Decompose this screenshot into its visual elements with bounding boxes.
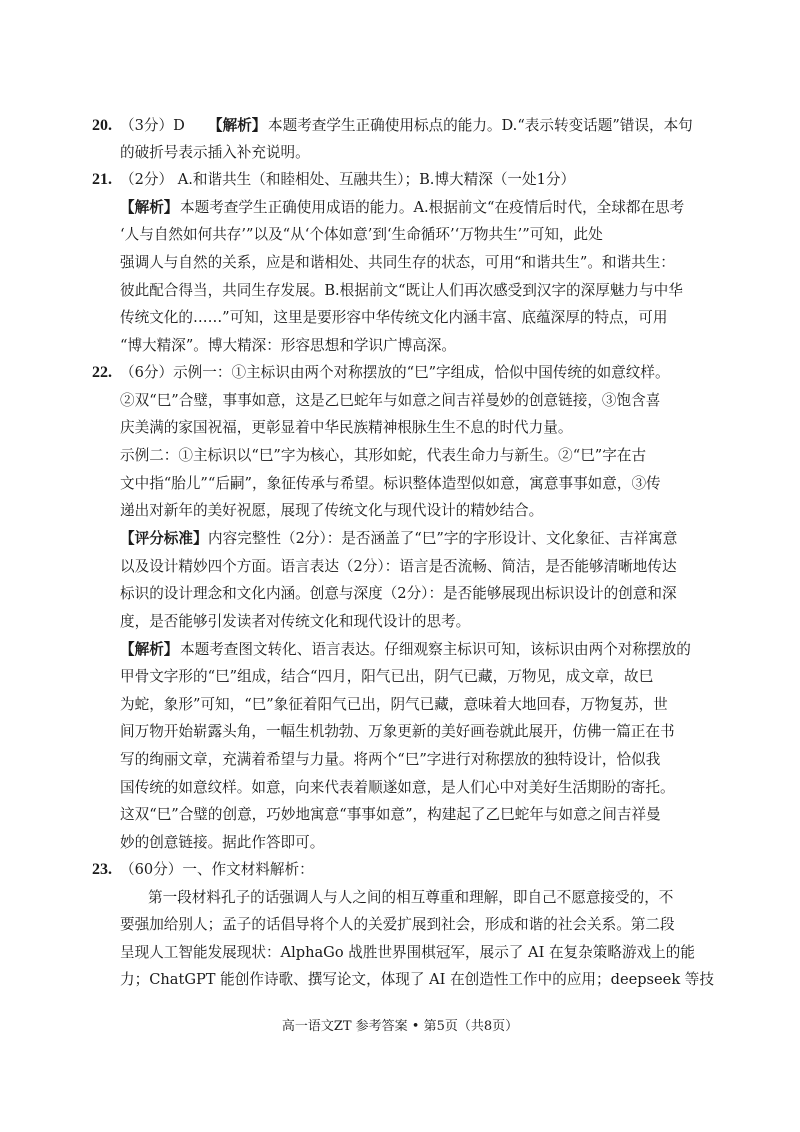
q21-line-2: ‘人与自然如何共存’”以及“从‘个体如意’到‘生命循环’‘万物共生’”可知，此处	[120, 226, 603, 243]
q22-analysis-line-1: 本题考查图文转化、语言表达。仔细观察主标识可知，该标识由两个对称摆放的	[180, 641, 691, 658]
q23-line-4: 力；ChatGPT 能创作诗歌、撰写论文，体现了 AI 在创造性工作中的应用；deepseek 等技	[120, 971, 714, 988]
q22-analysis-line-6: 国传统的如意纹样。如意，向来代表着顺遂如意，是人们心中对美好生活期盼的寄托。	[120, 779, 675, 796]
q20-score: （3分）D	[120, 117, 185, 134]
q22-analysis-line-8: 妙的创意链接。据此作答即可。	[120, 834, 325, 851]
q22-criteria-line-1: 内容完整性（2分）：是否涵盖了“巳”字的字形设计、文化象征、吉祥寓意	[208, 530, 678, 547]
q22-analysis-line-2: 甲骨文字形的“巳”组成，结合“四月，阳气已出，阴气已藏，万物见，成文章，故巳	[120, 668, 654, 685]
q22-analysis-line-7: 这双“巳”合璧的创意，巧妙地寓意“事事如意”，构建起了乙巳蛇年与如意之间吉祥曼	[120, 806, 661, 823]
q21-line-3: 强调人与自然的关系，应是和谐相处、共同生存的状态，可用“和谐共生”。和谐共生：	[120, 254, 675, 271]
q22-analysis-line-3: 为蛇，象形”可知，“巳”象征着阳气已出，阴气已藏，意味着大地回春，万物复苏，世	[120, 696, 668, 713]
page-footer: 高一语文ZT 参考答案 • 第5页（共8页）	[281, 1019, 519, 1034]
q23-line-3: 呈现人工智能发展现状：AlphaGo 战胜世界围棋冠军，展示了 AI 在复杂策略游戏上的能	[120, 944, 695, 961]
q21-answer: （2分） A.和谐共生（和睦相处、互融共生）；B.博大精深（一处1分）	[120, 171, 576, 188]
q22-example2-line-1: 示例二：①主标识以“巳”字为核心，其形如蛇，代表生命力与新生。②“巳”字在古	[120, 447, 647, 464]
q21-number: 21.	[92, 171, 112, 188]
q21-analysis-tag: 【解析】	[120, 199, 179, 216]
q21-line-4: 彼此配合得当，共同生存发展。B.根据前文“既让人们再次感受到汉字的深厚魅力与中华	[120, 282, 683, 299]
q23-heading: （60分）一、作文材料解析：	[120, 861, 314, 878]
q22-example1-line-2: ②双“巳”合璧，事事如意，这是乙巳蛇年与如意之间吉祥曼妙的创意链接，③饱含喜	[120, 392, 661, 409]
q22-criteria-line-2: 以及设计精妙四个方面。语言表达（2分）：语言是否流畅、简洁，是否能够清晰地传达	[120, 558, 677, 575]
q20-line-2: 的破折号表示插入补充说明。	[120, 144, 310, 161]
q22-example2-line-3: 递出对新年的美好祝愿，展现了传统文化与现代设计的精妙结合。	[120, 502, 544, 519]
q22-criteria-line-3: 标识的设计理念和文化内涵。创意与深度（2分）：是否能够展现出标识设计的创意和深	[120, 585, 677, 602]
q23-line-1: 第一段材料孔子的话强调人与人之间的相互尊重和理解，即自己不愿意接受的，不	[148, 889, 674, 906]
q22-criteria-tag: 【评分标准】	[120, 530, 208, 547]
q23-number: 23.	[92, 861, 112, 878]
q22-example2-line-2: 文中指“胎儿”“后嗣”，象征传承与希望。标识整体造型似如意，寓意事事如意，③传	[120, 475, 661, 492]
q21-line-6: “博大精深”。博大精深：形容思想和学识广博高深。	[120, 337, 456, 354]
q20-analysis-tag: 【解析】	[208, 117, 267, 134]
q22-criteria-line-4: 度，是否能够引发读者对传统文化和现代设计的思考。	[120, 613, 471, 630]
q22-analysis-tag: 【解析】	[120, 641, 179, 658]
q22-example1-line-1: （6分）示例一：①主标识由两个对称摆放的“巳”字组成，恰似中国传统的如意纹样。	[120, 364, 670, 381]
q22-analysis-line-4: 间万物开始崭露头角，一幅生机勃勃、万象更新的美好画卷就此展开，仿佛一篇正在书	[120, 723, 675, 740]
q21-line-1: 本题考查学生正确使用成语的能力。A.根据前文“在疫情后时代，全球都在思考	[180, 199, 685, 216]
q22-number: 22.	[92, 364, 112, 381]
q20-line-1: 本题考查学生正确使用标点的能力。D.“表示转变话题”错误，本句	[268, 117, 693, 134]
q21-line-5: 传统文化的……”可知，这里是要形容中华传统文化内涵丰富、底蕴深厚的特点，可用	[120, 309, 668, 326]
q22-analysis-line-5: 写的绚丽文章，充满着希望与力量。将两个“巳”字进行对称摆放的独特设计，恰似我	[120, 751, 661, 768]
q22-example1-line-3: 庆美满的家国祝福，更彰显着中华民族精神根脉生生不息的时代力量。	[120, 419, 573, 436]
q23-line-2: 要强加给别人；孟子的话倡导将个人的关爱扩展到社会，形成和谐的社会关系。第二段	[120, 916, 675, 933]
q20-number: 20.	[92, 117, 112, 134]
